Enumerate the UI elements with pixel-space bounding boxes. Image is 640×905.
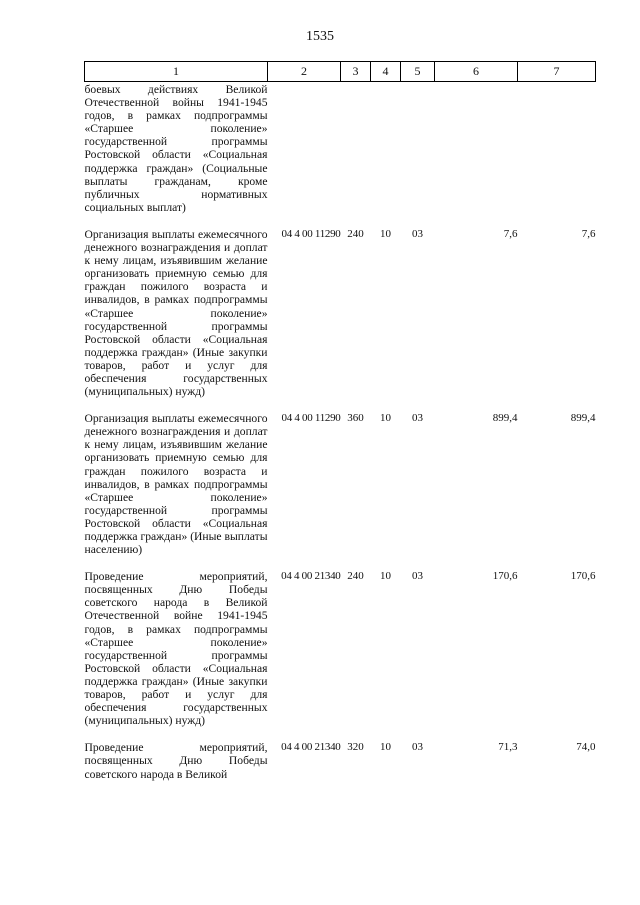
row-subsection: 03 xyxy=(412,570,423,583)
table-row xyxy=(85,82,596,222)
row-description: Организация выплаты ежемесячного денежного вознаграждения и доплат к нему лицам, изъявившим желание организовать приемную семью для граждан пожилого возраста и инвалидов, в рамках подпрограммы «Старшее поколение» государственной программы Ростовской области «Социальная поддержка граждан» (Иные выплаты населению) xyxy=(84,412,268,557)
table-row xyxy=(85,406,596,564)
row-amount-1: 170,6 xyxy=(492,570,518,583)
page-number: 1535 xyxy=(306,29,334,44)
row-target-code xyxy=(268,82,341,222)
header-col-5: 5 xyxy=(401,62,435,82)
row-section xyxy=(371,82,401,222)
row-amount-2: 170,6 xyxy=(570,570,596,583)
row-expense-type xyxy=(341,82,371,222)
row-amount-1 xyxy=(435,82,518,222)
row-expense-type: 240 xyxy=(347,570,364,583)
row-amount-2: 7,6 xyxy=(581,227,596,240)
row-subsection: 03 xyxy=(412,412,423,425)
header-col-2: 2 xyxy=(268,62,341,82)
header-col-7: 7 xyxy=(518,62,596,82)
row-description: боевых действиях Великой Отечественной войны 1941-1945 годов, в рамках подпрограммы «Старшее поколение» государственной программы Ростовской области «Социальная поддержка граждан» (Социальные выплаты гражданам, кроме публичных нормативных социальных выплат) xyxy=(84,83,268,214)
row-amount-2 xyxy=(518,82,596,222)
row-amount-1: 7,6 xyxy=(503,227,518,240)
table-row xyxy=(85,735,596,788)
row-target-code: 04 4 00 11290 xyxy=(281,412,341,425)
row-description: Проведение мероприятий, посвященных Дню Победы советского народа в Великой Отечественной войне 1941-1945 годов, в рамках подпрограммы «Старшее поколение» государственной программы Ростовской области «Социальная поддержка граждан» (Иные закупки товаров, работ и услуг для обеспечения государственных (муниципальных) нужд) xyxy=(84,570,268,728)
row-expense-type: 360 xyxy=(347,412,364,425)
row-section: 10 xyxy=(380,570,391,583)
row-description: Проведение мероприятий, посвященных Дню Победы советского народа в Великой xyxy=(84,741,268,781)
row-target-code: 04 4 00 21340 xyxy=(281,741,341,754)
row-section: 10 xyxy=(380,227,391,240)
row-target-code: 04 4 00 11290 xyxy=(281,227,341,240)
header-col-4: 4 xyxy=(371,62,401,82)
row-description: Организация выплаты ежемесячного денежного вознаграждения и доплат к нему лицам, изъявившим желание организовать приемную семью для граждан пожилого возраста и инвалидов, в рамках подпрограммы «Старшее поколение» государственной программы Ростовской области «Социальная поддержка граждан» (Иные закупки товаров, работ и услуг для обеспечения государственных (муниципальных) нужд) xyxy=(84,227,268,399)
row-subsection xyxy=(401,82,435,222)
header-col-1: 1 xyxy=(85,62,268,82)
row-section: 10 xyxy=(380,741,391,754)
header-col-6: 6 xyxy=(435,62,518,82)
row-expense-type: 240 xyxy=(347,227,364,240)
row-subsection: 03 xyxy=(412,227,423,240)
row-subsection: 03 xyxy=(412,741,423,754)
table-row xyxy=(85,222,596,406)
table-row xyxy=(85,564,596,735)
row-amount-1: 899,4 xyxy=(492,412,518,425)
table-header-row xyxy=(85,62,596,82)
budget-table xyxy=(84,61,596,789)
row-section: 10 xyxy=(380,412,391,425)
row-target-code: 04 4 00 21340 xyxy=(281,570,341,583)
row-amount-2: 74,0 xyxy=(576,741,596,754)
header-col-3: 3 xyxy=(341,62,371,82)
row-amount-1: 71,3 xyxy=(498,741,518,754)
row-expense-type: 320 xyxy=(347,741,364,754)
row-amount-2: 899,4 xyxy=(570,412,596,425)
